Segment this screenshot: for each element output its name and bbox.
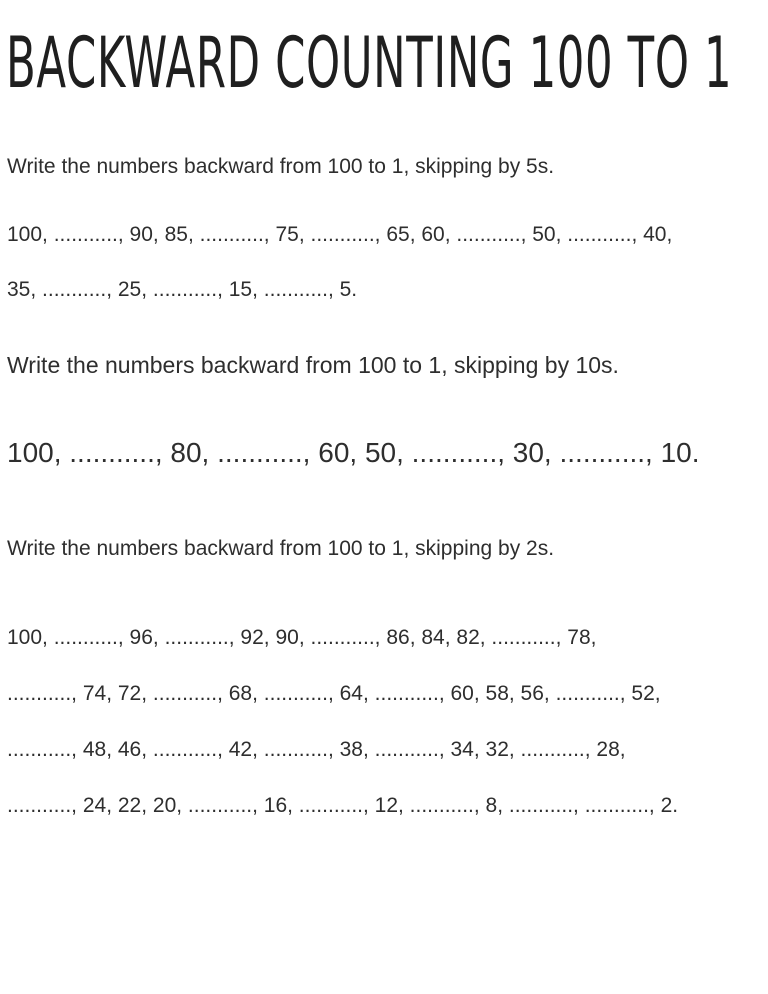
sequence-line-skip-2-4: ..........., 24, 22, 20, ..........., 16, ..........., 12, ..........., 8, ..........., ..........., 2. — [7, 794, 679, 817]
instruction-skip-2: Write the numbers backward from 100 to 1, skipping by 2s. — [7, 537, 555, 560]
sequence-line-skip-2-2: ..........., 74, 72, ..........., 68, ..........., 64, ..........., 60, 58, 56, ..........., 52, — [7, 682, 661, 705]
instruction-skip-10: Write the numbers backward from 100 to 1, skipping by 10s. — [7, 352, 619, 378]
sequence-line-skip-5-1: 100, ..........., 90, 85, ..........., 75, ..........., 65, 60, ..........., 50, ..........., 40, — [7, 223, 673, 246]
sequence-line-skip-5-2: 35, ..........., 25, ..........., 15, ..........., 5. — [7, 278, 358, 301]
page-title: BACKWARD COUNTING 100 TO 1 — [6, 22, 733, 104]
sequence-line-skip-2-3: ..........., 48, 46, ..........., 42, ..........., 38, ..........., 34, 32, ..........., 28, — [7, 738, 626, 761]
sequence-line-skip-10-1: 100, ..........., 80, ..........., 60, 50, ..........., 30, ..........., 10. — [7, 437, 700, 468]
instruction-skip-5: Write the numbers backward from 100 to 1, skipping by 5s. — [7, 155, 555, 178]
sequence-line-skip-2-1: 100, ..........., 96, ..........., 92, 90, ..........., 86, 84, 82, ..........., 78, — [7, 626, 597, 649]
